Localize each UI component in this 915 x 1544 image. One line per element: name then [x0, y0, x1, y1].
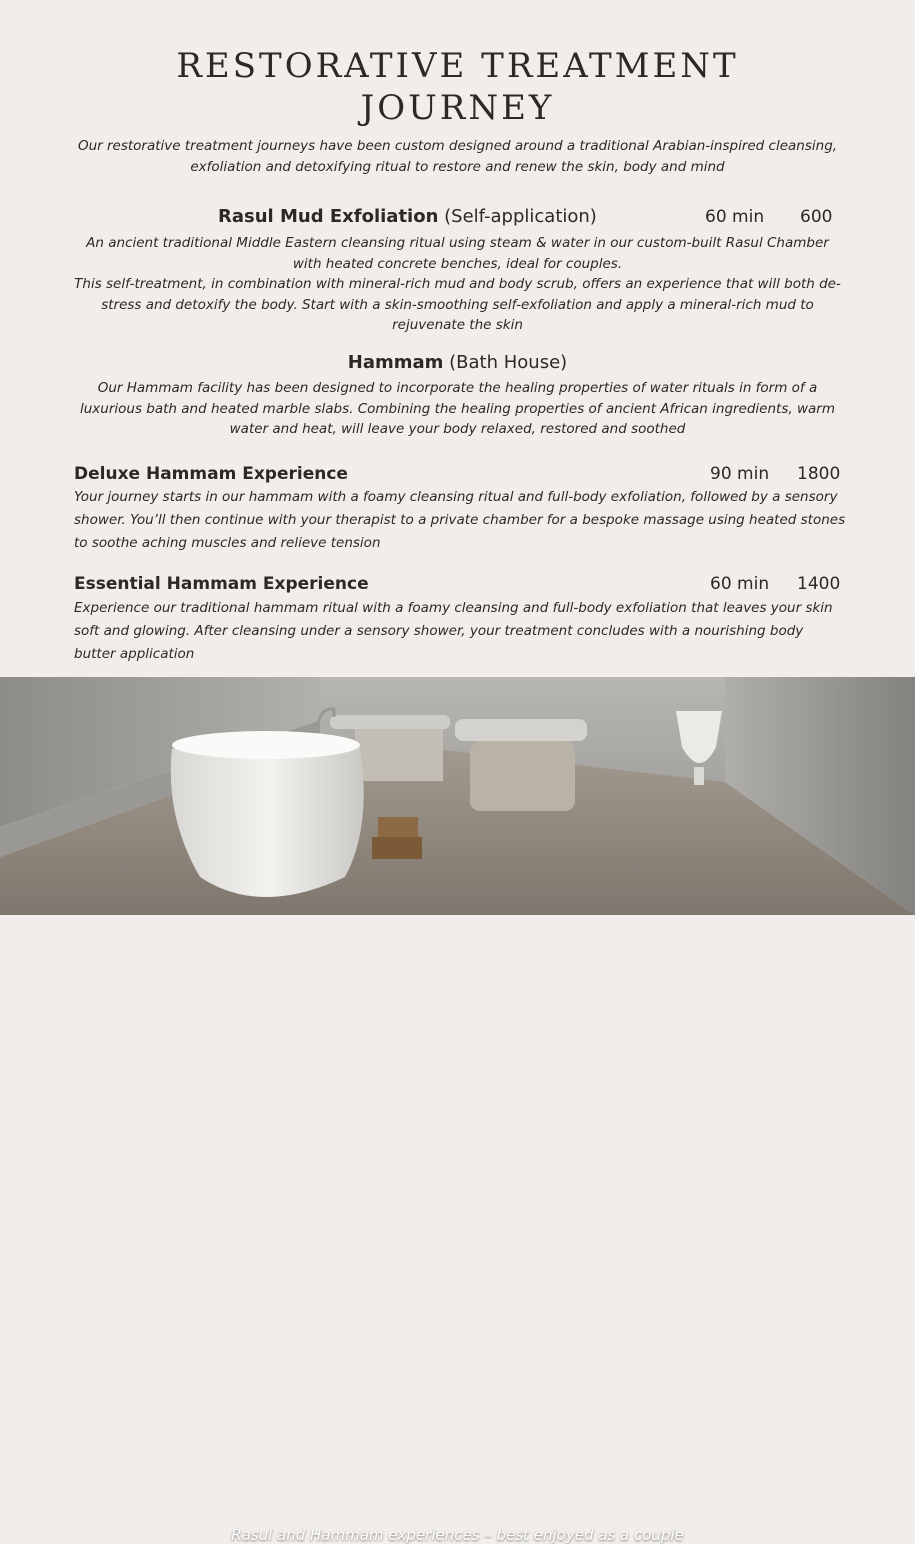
rasul-title: [218, 205, 597, 229]
rasul-price: 600: [800, 207, 833, 227]
rasul-description-2: This self-treatment, in combination with mineral-rich mud and body scrub, offers an experience that will both de-stress and detoxify the body. Start with a skin-smoothing self-exfoliation and apply a mineral-rich mud to rejuvenate the skin: [74, 276, 841, 333]
intro-text: Our restorative treatment journeys have been custom designed around a traditional Arabian-inspired cleansing, exfoliation and detoxifying ritual to restore and renew the skin, body and mind: [77, 138, 838, 175]
deluxe-price: 1800: [797, 464, 841, 484]
rasul-description-1: An ancient traditional Middle Eastern cleansing ritual using steam & water in our custom-built Rasul Chamber with heated concrete benches, ideal for couples.: [86, 235, 829, 272]
essential-duration: 60 min: [710, 574, 770, 594]
essential-price: 1400: [797, 574, 841, 594]
essential-name: Essential Hammam Experience: [74, 574, 369, 594]
hammam-name: Hammam: [347, 352, 444, 373]
rasul-description: [70, 233, 845, 336]
page-title-line-2: JOURNEY: [360, 88, 555, 128]
deluxe-duration: 90 min: [710, 464, 770, 484]
photo-caption: Rasul and Hammam experiences – best enjoyed as a couple: [231, 1526, 684, 1544]
rasul-qualifier: (Self-application): [444, 206, 597, 227]
essential-description: Experience our traditional hammam ritual with a foamy cleansing and full-body exfoliation that leaves your skin soft and glowing. After cleansing under a sensory shower, your treatment concludes with a nourishing body butter application: [74, 600, 833, 662]
deluxe-description: Your journey starts in our hammam with a foamy cleansing ritual and full-body exfoliation, followed by a sensory shower. You’ll then continue with your therapist to a private chamber for a bespoke massage using heated stones to soothe aching muscles and relieve tension: [74, 489, 846, 551]
hammam-title: [0, 351, 915, 375]
page-title-line-1: RESTORATIVE TREATMENT: [176, 46, 739, 86]
deluxe-name: Deluxe Hammam Experience: [74, 464, 348, 484]
rasul-duration: 60 min: [705, 207, 765, 227]
hammam-description: Our Hammam facility has been designed to incorporate the healing properties of water rituals in form of a luxurious bath and heated marble slabs. Combining the healing properties of ancient African ingredients, warm water and heat, will leave your body relaxed, restored and soothed: [80, 380, 835, 437]
rasul-name: Rasul Mud Exfoliation: [218, 206, 439, 227]
hammam-photo: [0, 677, 915, 1544]
hammam-qualifier: (Bath House): [449, 352, 568, 373]
